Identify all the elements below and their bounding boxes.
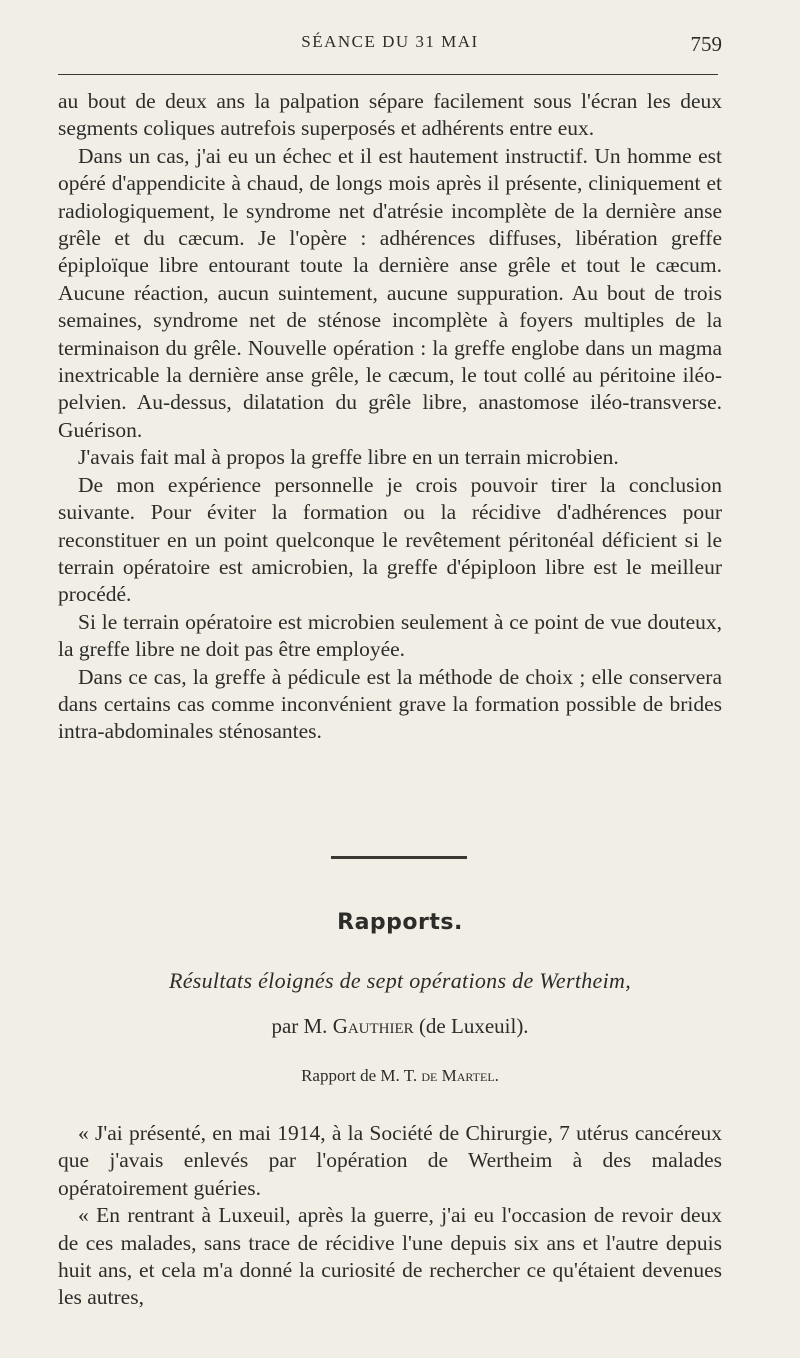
author-place: (de Luxeuil). — [418, 1014, 529, 1038]
quote-paragraph: « J'ai présenté, en mai 1914, à la Société de Chirurgie, 7 utérus cancéreux que j'avais enlevés par l'opération de Wertheim à des malades opératoirement guéries. — [58, 1121, 722, 1200]
running-head-title: SÉANCE DU 31 MAI — [301, 32, 479, 51]
paragraph: Dans un cas, j'ai eu un échec et il est hautement instructif. Un homme est opéré d'appendicite à chaud, de longs mois après il présente, cliniquement et radiologiquement, le syndrome net d'atrésie incomplète de la dernière anse grêle et du cæcum. Je l'opère : adhérences diffuses, libération greffe épiploïque libre entourant toute la dernière anse grêle et tout le cæcum. Aucune réaction, aucun suintement, aucune suppuration. Au bout de trois semaines, syndrome net de sténose incomplète à foyers multiples de la terminaison du grêle. Nouvelle opération : la greffe englobe dans un magma inextricable la dernière anse grêle, le cæcum, le tout collé au péritoine iléo-pelvien. Au-dessus, dilatation du grêle libre, anastomose iléo-transverse. Guérison. — [58, 143, 722, 442]
paragraph: De mon expérience personnelle je crois pouvoir tirer la conclusion suivante. Pour éviter la formation ou la récidive d'adhérences pour reconstituer en un point quelconque le revêtement péritonéal déficient si le terrain opératoire est amicrobien, la greffe d'épiploon libre est le meilleur procédé. — [58, 472, 722, 607]
report-prefix: Rapport de M. T. — [301, 1066, 418, 1085]
author-prefix: par M. — [271, 1014, 328, 1038]
paragraph: Si le terrain opératoire est microbien seulement à ce point de vue douteux, la greffe libre ne doit pas être employée. — [58, 609, 722, 662]
paragraph: Dans ce cas, la greffe à pédicule est la méthode de choix ; elle conservera dans certains cas comme inconvénient grave la formation possible de brides intra-abdominales sténosantes. — [58, 664, 722, 744]
author-name: Gauthier — [332, 1014, 414, 1038]
article-report-line — [0, 1066, 800, 1086]
running-head — [58, 32, 722, 62]
body-text — [58, 88, 722, 746]
quote-paragraph: « En rentrant à Luxeuil, après la guerre, j'ai eu l'occasion de revoir deux de ces malades, sans trace de récidive l'une depuis six ans et l'autre depuis huit ans, et cela m'a donné la curiosité de rechercher ce qu'étaient devenues les autres, — [58, 1203, 722, 1310]
quote-text — [58, 1120, 722, 1312]
paragraph: au bout de deux ans la palpation sépare facilement sous l'écran les deux segments coliques autrefois superposés et adhérents entre eux. — [58, 89, 722, 141]
header-rule — [58, 74, 718, 75]
article-author — [0, 1014, 800, 1039]
paragraph: J'avais fait mal à propos la greffe libre en un terrain microbien. — [78, 445, 619, 470]
section-divider — [331, 856, 467, 859]
article-title: Résultats éloignés de sept opérations de Wertheim, — [168, 968, 632, 993]
reporter-name: de Martel. — [421, 1066, 499, 1085]
page-number: 759 — [690, 32, 722, 56]
section-title: Rapports. — [337, 910, 463, 935]
